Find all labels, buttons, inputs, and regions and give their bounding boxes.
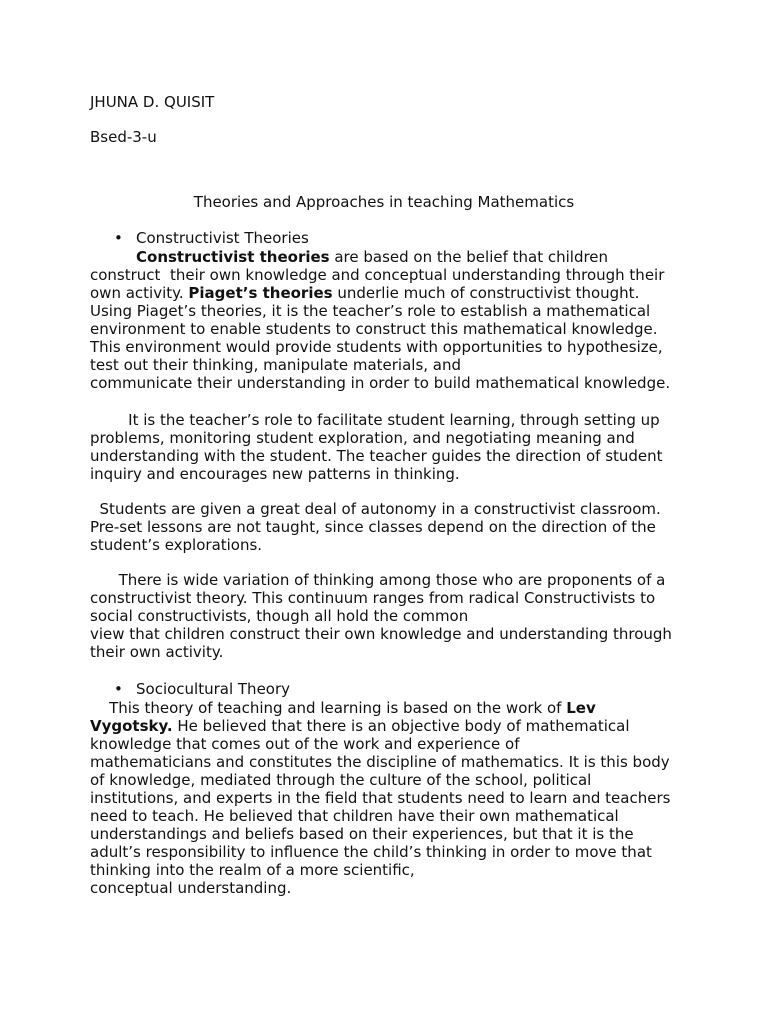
- paragraph-line: knowledge that comes out of the work and experience of: [90, 735, 520, 753]
- paragraph-line: [90, 717, 630, 735]
- paragraph-line: their own activity.: [90, 643, 224, 661]
- paragraph-line: communicate their understanding in order to build mathematical knowledge.: [90, 374, 671, 392]
- paragraph-line: of knowledge, mediated through the culture of the school, political: [90, 771, 592, 789]
- paragraph-line: [136, 248, 608, 266]
- paragraph-line: need to teach. He believed that children have their own mathematical: [90, 807, 619, 825]
- class-section: Bsed-3-u: [90, 128, 157, 146]
- paragraph-line: constructivist theory. This continuum ranges from radical Constructivists to: [90, 589, 656, 607]
- bold-term: Piaget’s theories: [188, 284, 333, 302]
- paragraph-line: mathematicians and constitutes the discipline of mathematics. It is this body: [90, 753, 670, 771]
- paragraph-line: student’s explorations.: [90, 536, 263, 554]
- paragraph-line: Pre-set lessons are not taught, since classes depend on the direction of the: [90, 518, 656, 536]
- section-heading-constructivist: Constructivist Theories: [136, 229, 309, 247]
- paragraph-line: social constructivists, though all hold the common: [90, 607, 469, 625]
- paragraph-line: It is the teacher’s role to facilitate student learning, through setting up: [90, 411, 660, 429]
- bold-term: Constructivist theories: [136, 248, 330, 266]
- bullet-icon: •: [114, 680, 123, 698]
- author-name: JHUNA D. QUISIT: [90, 93, 215, 111]
- paragraph-line: thinking into the realm of a more scientific,: [90, 861, 415, 879]
- bold-term: Vygotsky.: [90, 717, 173, 735]
- paragraph-line: understandings and beliefs based on their experiences, but that it is the: [90, 825, 634, 843]
- line-text: underlie much of constructivist thought.: [332, 284, 640, 302]
- document-title: Theories and Approaches in teaching Mathematics: [193, 193, 575, 211]
- bullet-icon: •: [114, 229, 123, 247]
- paragraph-line: This environment would provide students with opportunities to hypothesize,: [90, 338, 663, 356]
- paragraph-line: problems, monitoring student exploration, and negotiating meaning and: [90, 429, 635, 447]
- line-text: are based on the belief that children: [329, 248, 609, 266]
- paragraph-line: construct their own knowledge and conceptual understanding through their: [90, 266, 665, 284]
- paragraph-line: view that children construct their own knowledge and understanding through: [90, 625, 672, 643]
- paragraph-line: [90, 284, 639, 302]
- paragraph-line: environment to enable students to construct this mathematical knowledge.: [90, 320, 658, 338]
- paragraph-line: institutions, and experts in the field that students need to learn and teachers: [90, 789, 671, 807]
- paragraph-line: [90, 699, 596, 717]
- paragraph-line: conceptual understanding.: [90, 879, 292, 897]
- paragraph-line: understanding with the student. The teacher guides the direction of student: [90, 447, 663, 465]
- paragraph-line: Using Piaget’s theories, it is the teacher’s role to establish a mathematical: [90, 302, 651, 320]
- line-text: own activity.: [90, 284, 189, 302]
- paragraph-line: There is wide variation of thinking among those who are proponents of a: [90, 571, 666, 589]
- paragraph-line: test out their thinking, manipulate materials, and: [90, 356, 462, 374]
- paragraph-line: adult’s responsibility to influence the child’s thinking in order to move that: [90, 843, 652, 861]
- line-text: He believed that there is an objective body of mathematical: [172, 717, 630, 735]
- paragraph-line: inquiry and encourages new patterns in thinking.: [90, 465, 460, 483]
- paragraph-line: Students are given a great deal of autonomy in a constructivist classroom.: [90, 500, 661, 518]
- line-text: This theory of teaching and learning is based on the work of: [90, 699, 567, 717]
- section-heading-sociocultural: Sociocultural Theory: [136, 680, 291, 698]
- bold-term: Lev: [566, 699, 596, 717]
